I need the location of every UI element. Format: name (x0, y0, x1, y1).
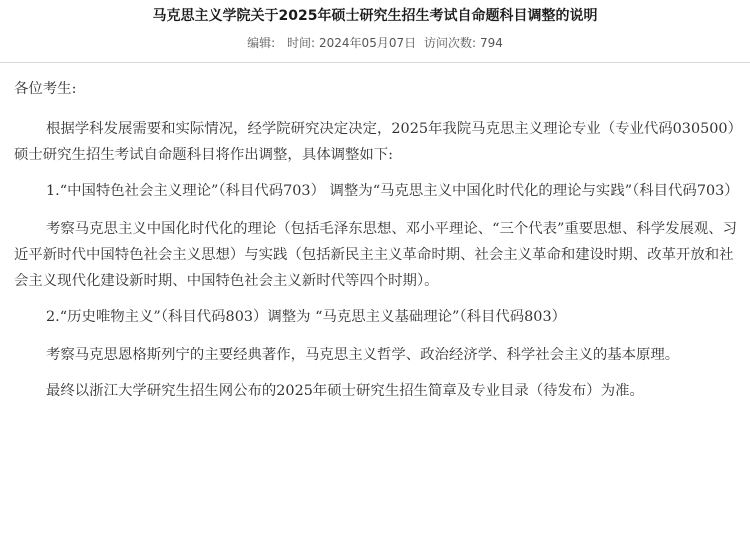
adjustment-item-2: 2.“历史唯物主义”（科目代码803）调整为 “马克思主义基础理论”（科目代码803） (46, 309, 566, 325)
visits-label: 访问次数: (423, 36, 476, 50)
article-header (0, 0, 750, 60)
article-title: 马克思主义学院关于2025年硕士研究生招生考试自命题科目调整的说明 (152, 8, 598, 24)
salutation: 各位考生: (14, 81, 77, 97)
editor-label: 编辑: (247, 36, 276, 50)
article-meta (0, 34, 750, 52)
publish-date: 2024年05月07日 (319, 36, 417, 50)
body-paragraph-scope-2: 考察马克思恩格斯列宁的主要经典著作，马克思主义哲学、政治经济学、科学社会主义的基本原理。 (46, 347, 680, 363)
body-paragraph-scope-1: 考察马克思主义中国化时代化的理论（包括毛泽东思想、邓小平理论、“三个代表”重要思想、科学发展观、习近平新时代中国特色社会主义思想）与实践（包括新民主主义革命时期、社会主义革命和建设时期、改革开放和社会主义现代化建设新时期、中国特色社会主义新时代等四个时期）。 (14, 221, 738, 289)
time-label: 时间: (286, 36, 316, 50)
body-paragraph-final-note: 最终以浙江大学研究生招生网公布的2025年硕士研究生招生简章及专业目录（待发布）为准。 (46, 383, 644, 399)
adjustment-item-1: 1.“中国特色社会主义理论”（科目代码703） 调整为“马克思主义中国化时代化的理论与实践”（科目代码703） (46, 183, 739, 199)
body-paragraph-intro: 根据学科发展需要和实际情况，经学院研究决定决定，2025年我院马克思主义理论专业（专业代码030500）硕士研究生招生考试自命题科目将作出调整，具体调整如下: (14, 121, 742, 163)
header-divider (0, 62, 750, 63)
article-body (14, 76, 744, 404)
visit-count: 794 (479, 36, 503, 50)
